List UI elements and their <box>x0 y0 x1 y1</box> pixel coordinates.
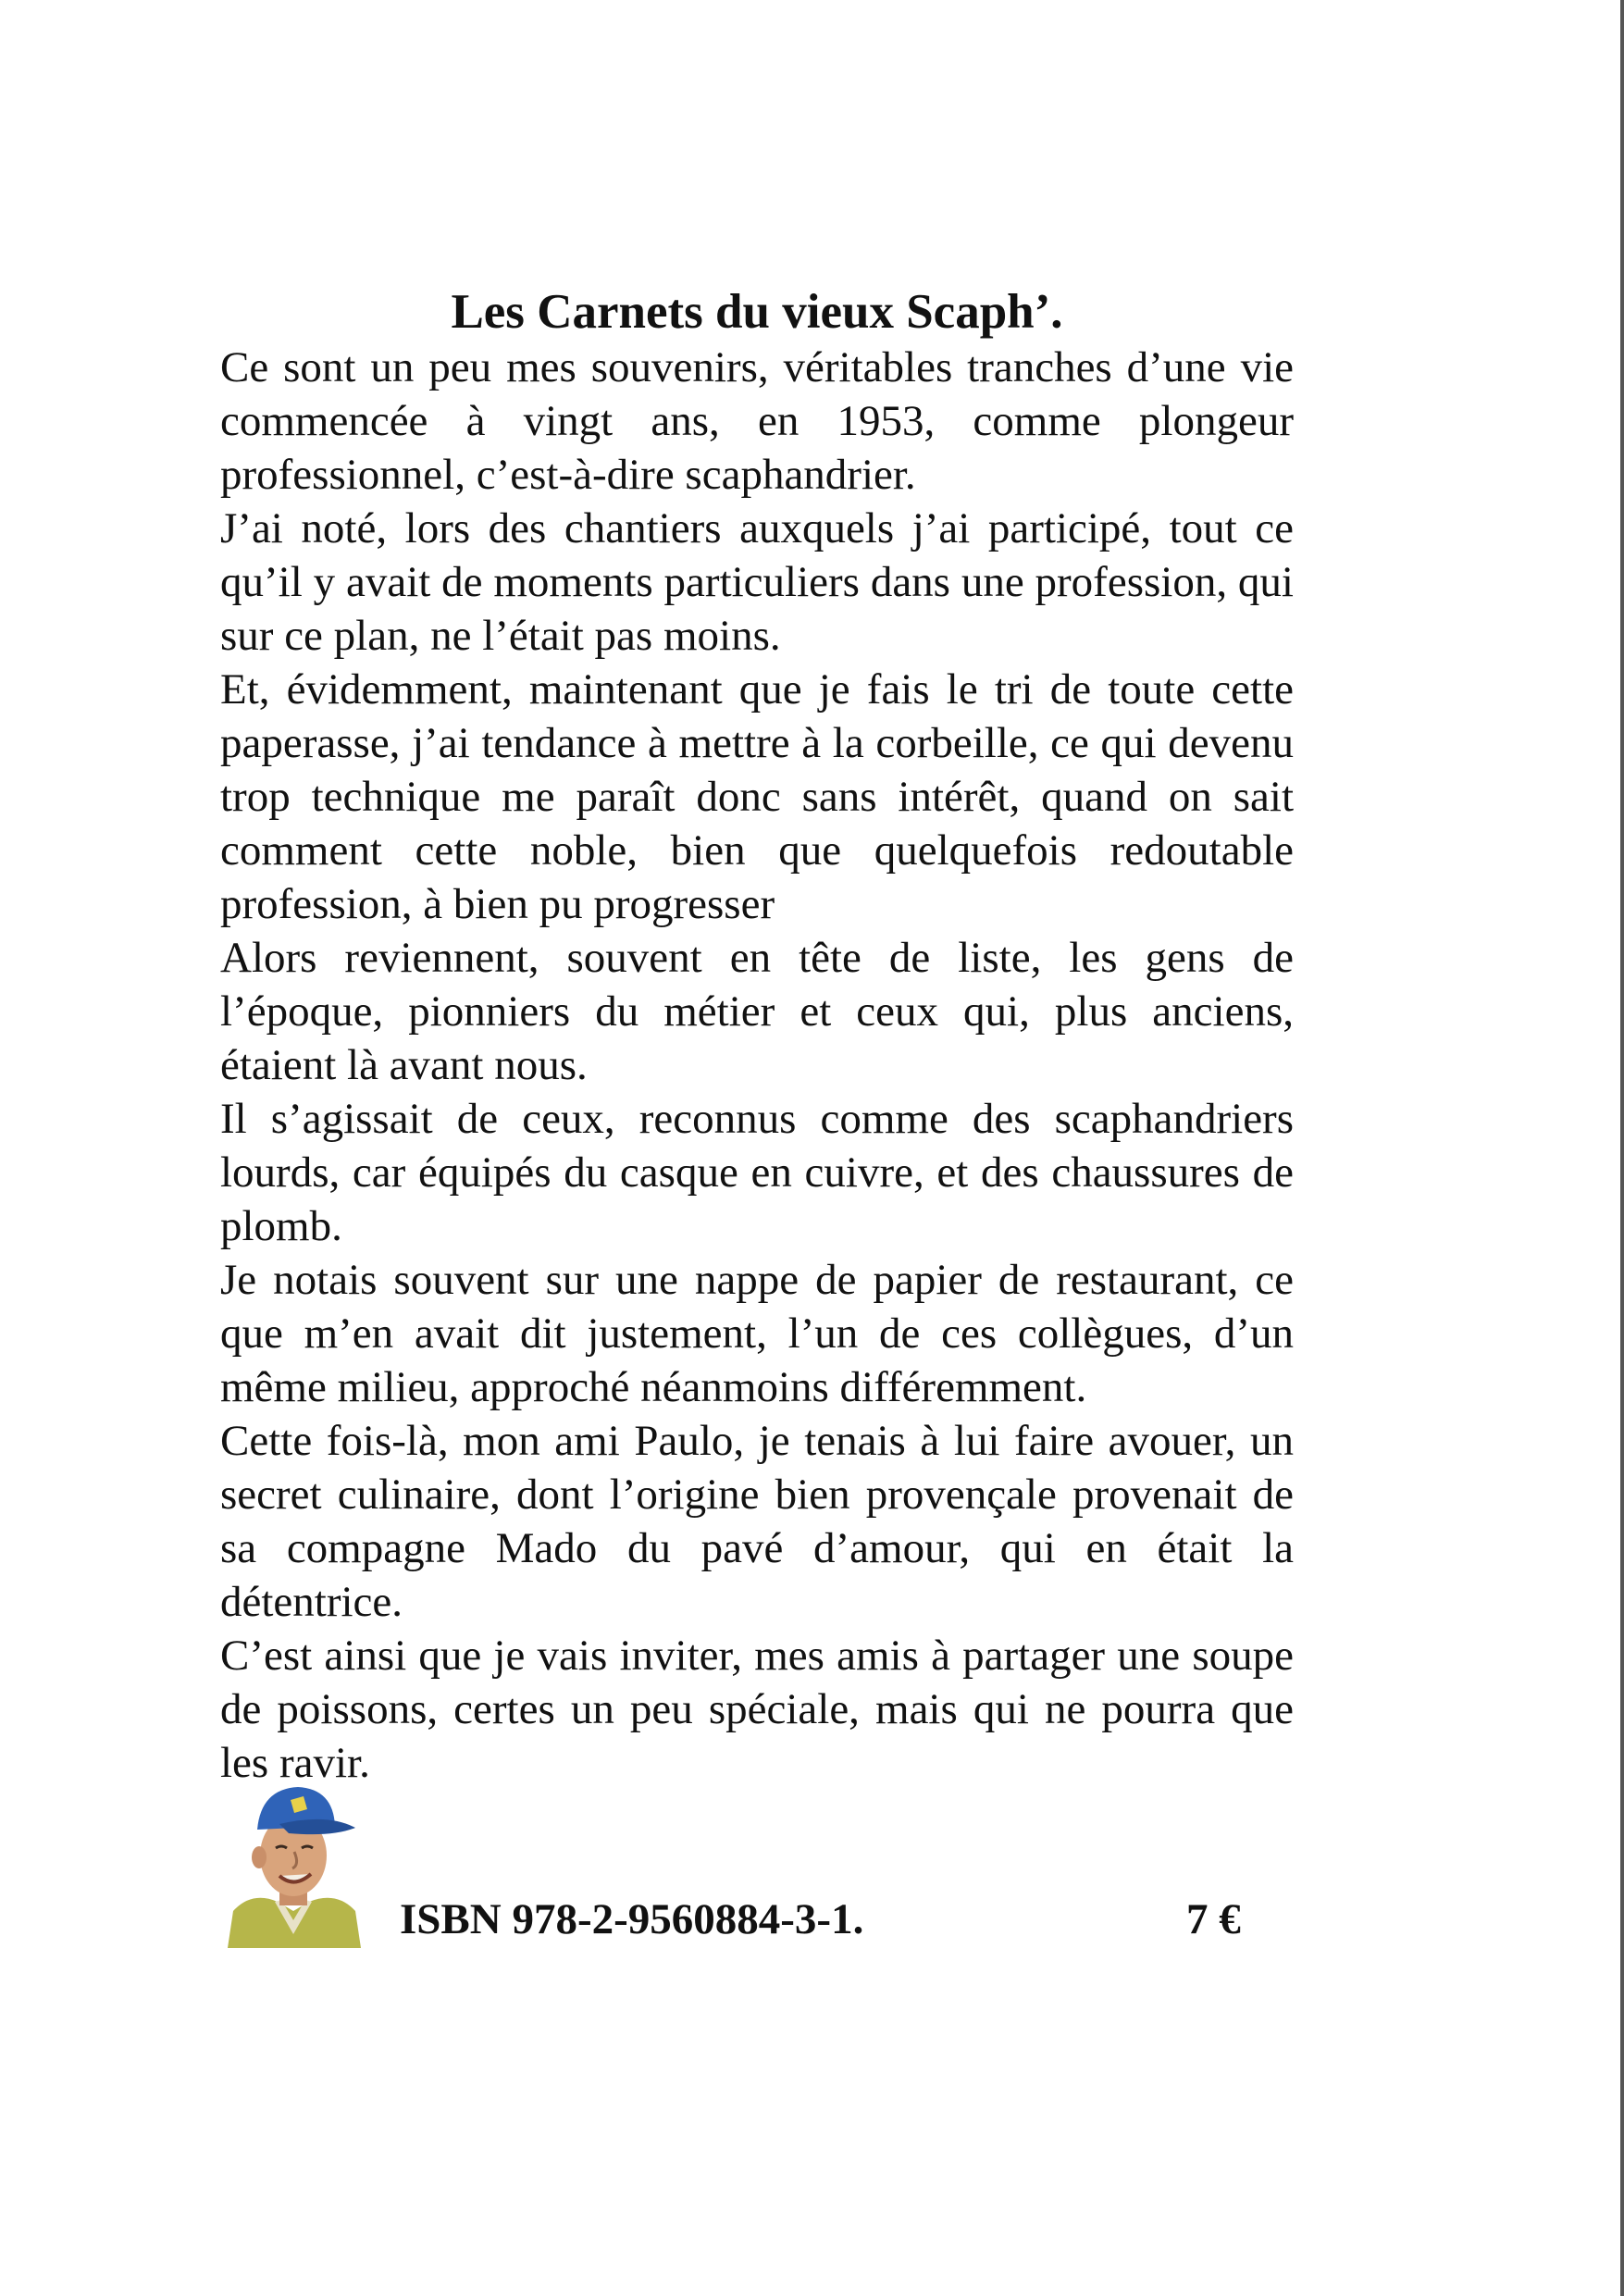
paragraph-3: Et, évidemment, maintenant que je fais le tri de toute cette paperasse, j’ai tendance à mettre à la corbeille, ce qui devenu trop technique me paraît donc sans intérêt, quand on sait comment cette noble, bien que quelquefois redoutable profession, à bien pu progresser <box>220 665 1294 928</box>
paragraph-5: Il s’agissait de ceux, reconnus comme des scaphandriers lourds, car équipés du casque en cuivre, et des chaussures de plomb. <box>220 1095 1294 1250</box>
book-title: Les Carnets du vieux Scaph’. <box>451 285 1063 339</box>
paragraph-2: J’ai noté, lors des chantiers auxquels j’ai participé, tout ce qu’il y avait de moments particuliers dans une profession, qui sur ce plan, ne l’était pas moins. <box>220 504 1294 660</box>
paragraph-4: Alors reviennent, souvent en tête de liste, les gens de l’époque, pionniers du métier et ceux qui, plus anciens, étaient là avant nous. <box>220 934 1294 1089</box>
page-edge-line <box>1620 0 1624 2296</box>
paragraph-1: Ce sont un peu mes souvenirs, véritables tranches d’une vie commencée à vingt ans, en 1953, comme plongeur professionnel, c’est-à-dire scaphandrier. <box>220 343 1294 499</box>
isbn-label: ISBN 978-2-9560884-3-1. <box>400 1895 864 1943</box>
paragraph-7: Cette fois-là, mon ami Paulo, je tenais à lui faire avouer, un secret culinaire, dont l’origine bien provençale provenait de sa compagne Mado du pavé d’amour, qui en était la détentrice. <box>220 1417 1294 1626</box>
paragraph-6: Je notais souvent sur une nappe de papier de restaurant, ce que m’en avait dit justement, l’un de ces collègues, d’un même milieu, approché néanmoins différemment. <box>220 1256 1294 1411</box>
price-label: 7 € <box>1186 1895 1241 1943</box>
cover-footer <box>224 1772 1297 1957</box>
paragraph-8: C’est ainsi que je vais inviter, mes amis à partager une soupe de poissons, certes un peu spéciale, mais qui ne pourra que les ravir. <box>220 1632 1294 1787</box>
author-portrait-icon <box>224 1772 363 1948</box>
back-cover-text <box>220 279 1294 1790</box>
